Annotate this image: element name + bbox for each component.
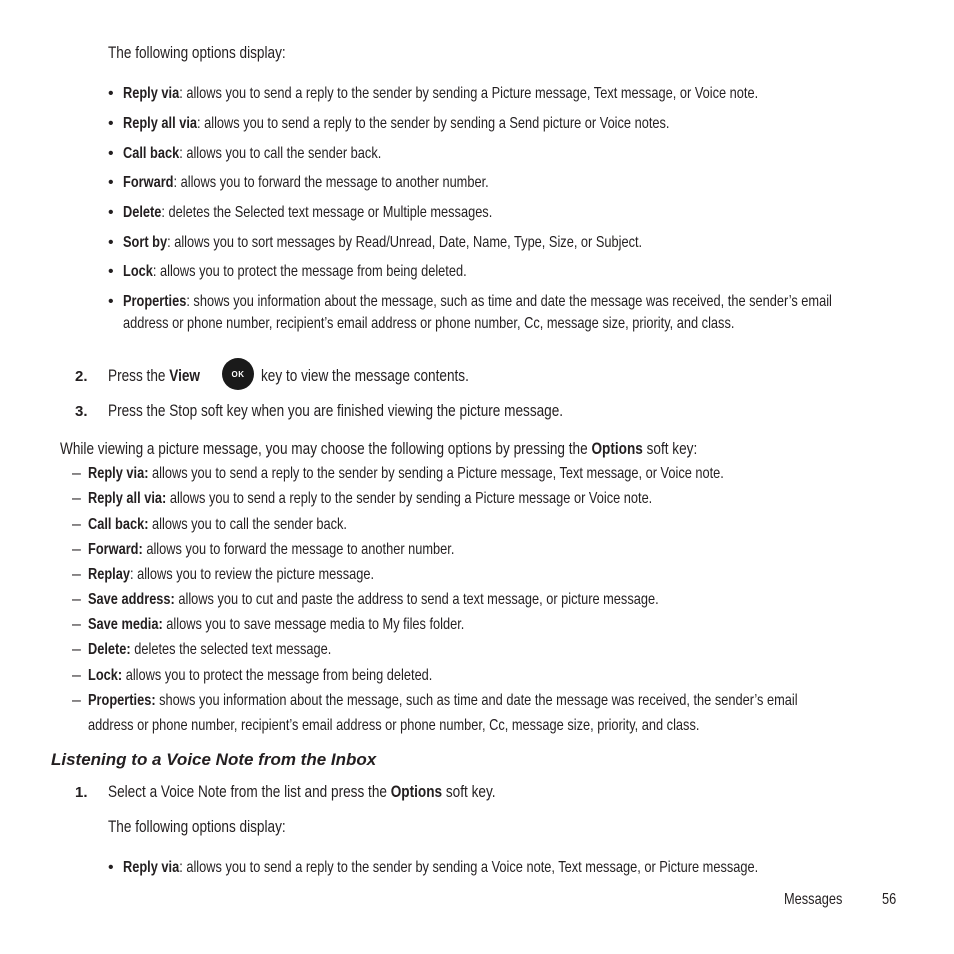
step-text: Press the Stop soft key when you are finished viewing the picture message.	[108, 401, 564, 420]
footer-section: Messages	[784, 891, 843, 908]
paragraph: While viewing a picture message, you may choose the following options by pressing the Options soft key:	[60, 439, 698, 458]
intro-text: The following options display:	[108, 817, 286, 836]
step-text: Select a Voice Note from the list and press the Options soft key.	[108, 782, 496, 801]
step-text-continued: key to view the message contents.	[261, 366, 469, 385]
step-number: 3.	[75, 403, 88, 420]
ok-key-icon: OK	[222, 358, 254, 390]
step-text: Press the View	[108, 366, 200, 385]
section-heading: Listening to a Voice Note from the Inbox	[51, 750, 377, 769]
intro-text: The following options display:	[108, 43, 286, 62]
step-number: 1.	[75, 784, 88, 801]
step-number: 2.	[75, 368, 88, 385]
page-number: 56	[882, 891, 897, 908]
